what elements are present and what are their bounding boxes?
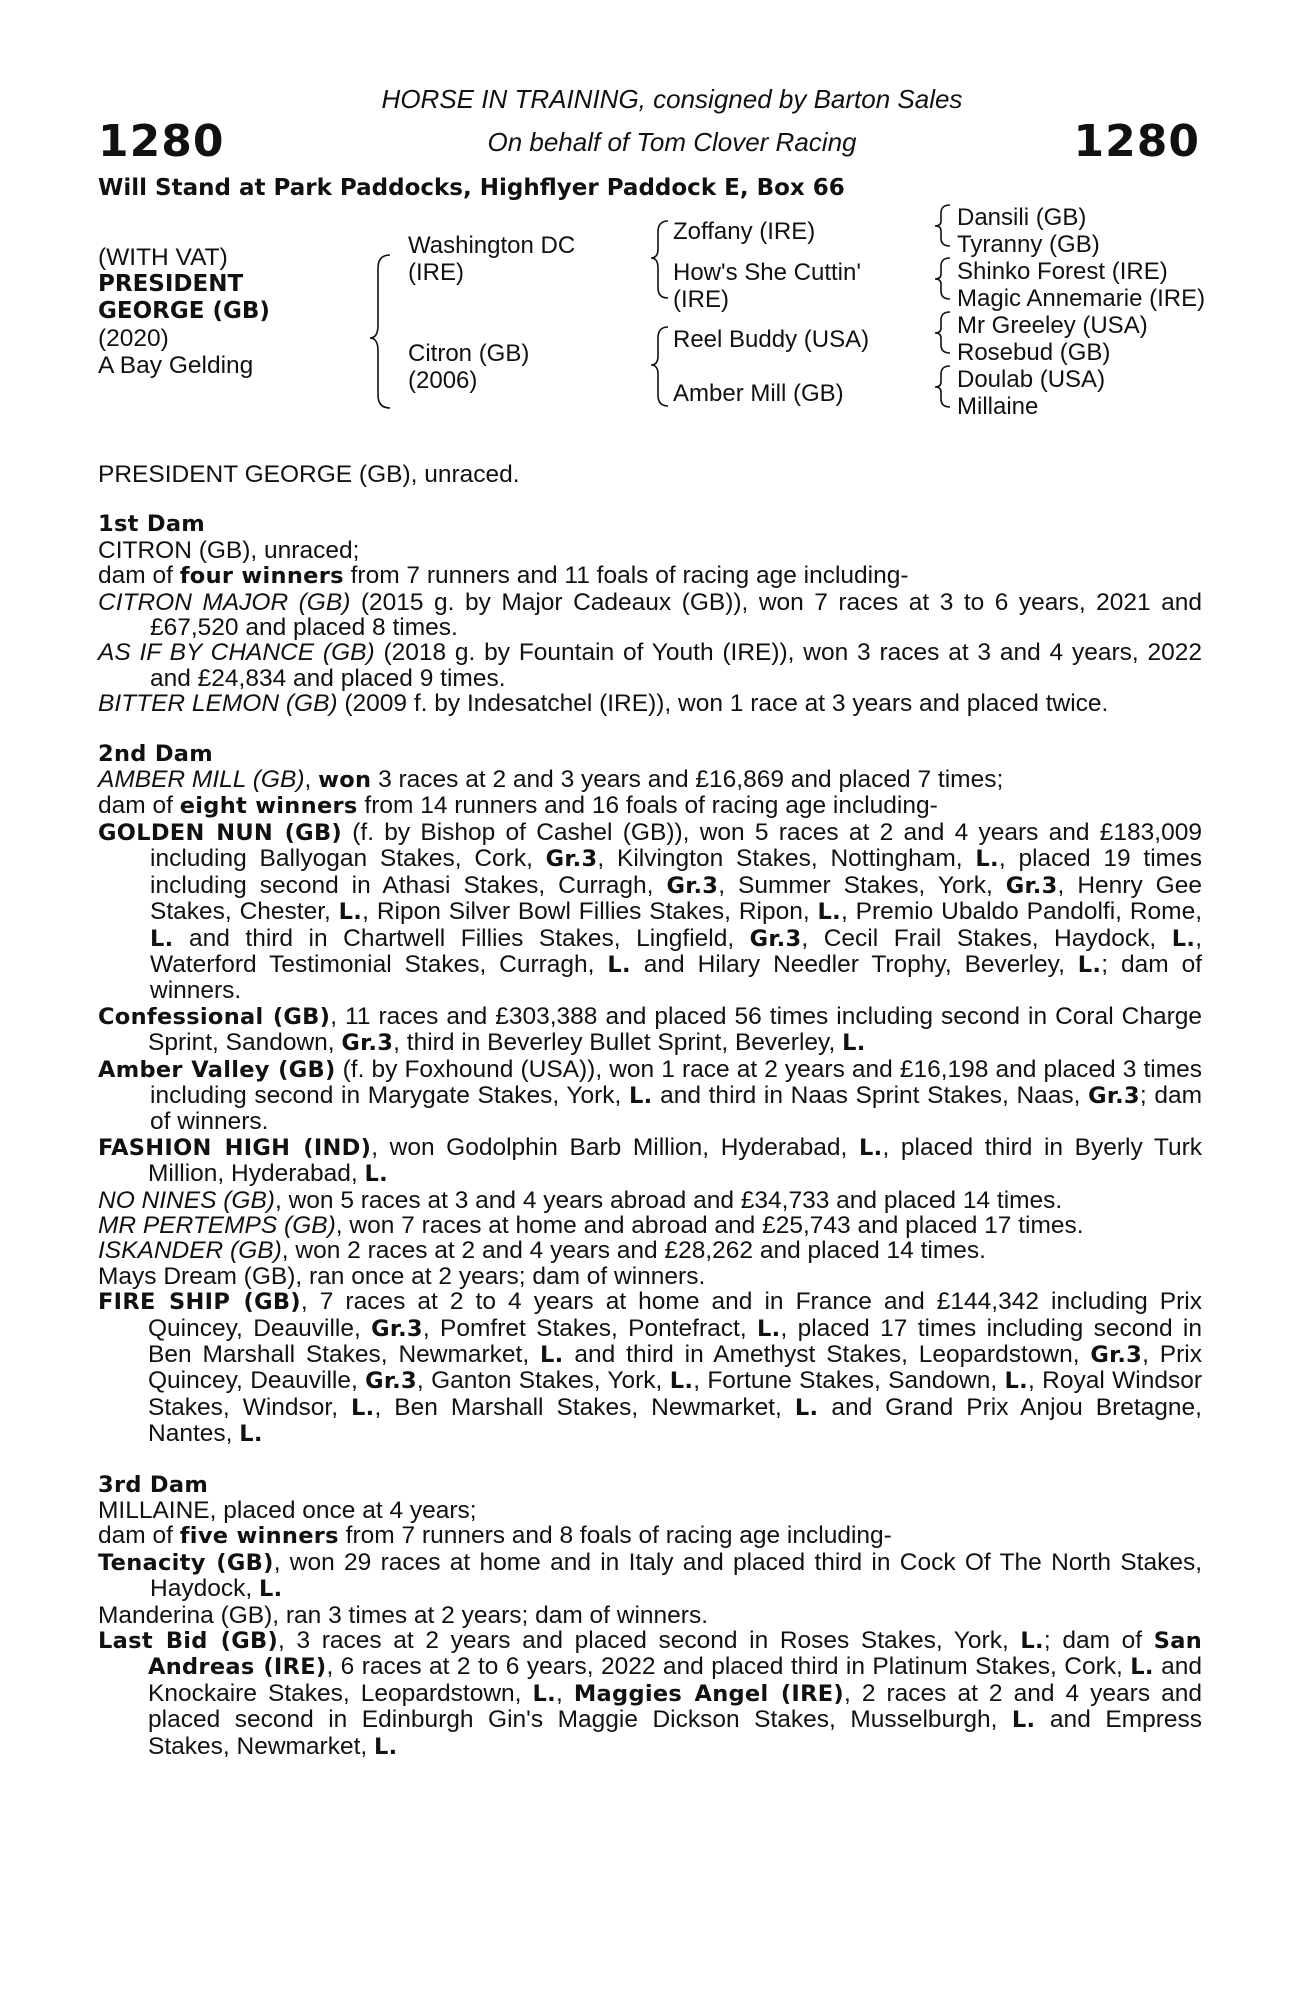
pedigree-braces [0,0,1314,430]
vat-note: (WITH VAT) [98,244,228,271]
produce-entry-golden-nun: GOLDEN NUN (GB) (f. by Bishop of Cashel (GB)), won 5 races at 2 and 4 years and £183,009 including Ballyogan Stakes, Cork, Gr.3, Kilvington Stakes, Nottingham, L., placed 19 times including second in Athasi Stakes, Curragh, Gr.3, Summer Stakes, York, Gr.3, Henry Gee Stakes, Chester, L., Ripon Silver Bowl Fillies Stakes, Ripon, L., Premio Ubaldo Pandolfi, Rome, L. and third in Chartwell Fillies Stakes, Lingfield, Gr.3, Cecil Frail Stakes, Haydock, L., Waterford Testimonial Stakes, Curragh, L. and Hilary Needler Trophy, Beverley, L.; dam of winners. [98,818,1203,1005]
produce-entry-tenacity: Tenacity (GB), won 29 races at home and in Italy and placed third in Cock Of The North Stakes, Haydock, L. [98,1548,1202,1603]
lot-number-left: 1280 [98,116,225,167]
first-dam-line: CITRON (GB), unraced; [98,536,360,564]
grand-ancestor-1: Dansili (GB) [957,204,1087,231]
first-dam-heading: 1st Dam [98,511,206,538]
third-dam-heading: 3rd Dam [98,1471,209,1498]
produce-entry-as-if-by-chance: AS IF BY CHANCE (GB) (2018 g. by Fountain of Youth (IRE)), won 3 races at 3 and 4 years, 2022 and £24,834 and placed 9 times. [98,639,1202,692]
produce-entry-fire-ship: FIRE SHIP (GB), 7 races at 2 to 4 years at home and in France and £144,342 including Prix Quincey, Deauville, Gr.3, Pomfret Stakes, Pontefract, L., placed 17 times including second in Ben Marshall Stakes, Newmarket, L. and third in Amethyst Stakes, Leopardstown, Gr.3, Prix Quincey, Deauville, Gr.3, Ganton Stakes, York, L., Fortune Stakes, Sandown, L., Royal Windsor Stakes, Windsor, L., Ben Marshall Stakes, Newmarket, L. and Grand Prix Anjou Bretagne, Nantes, L. [98,1288,1203,1448]
produce-entry-citron-major: CITRON MAJOR (GB) (2015 g. by Major Cadeaux (GB)), won 7 races at 3 to 6 years, 2021 and £67,520 and placed 8 times. [98,588,1202,642]
grand-ancestor-5: Mr Greeley (USA) [957,312,1148,339]
grand-ancestor-7: Doulab (USA) [957,366,1106,393]
grand-ancestor-4: Magic Annemarie (IRE) [957,285,1206,312]
sire-dam-name: How's She Cuttin' [673,259,861,286]
produce-entry-manderina: Manderina (GB), ran 3 times at 2 years; dam of winners. [98,1601,709,1629]
produce-entry-iskander: ISKANDER (GB), won 2 races at 2 and 4 years and £28,262 and placed 14 times. [98,1237,986,1265]
sire-sire: Zoffany (IRE) [673,218,816,245]
produce-entry-mr-pertemps: MR PERTEMPS (GB), won 7 races at home and abroad and £25,743 and placed 17 times. [98,1211,1084,1239]
second-dam-line: AMBER MILL (GB), won 3 races at 2 and 3 years and £16,869 and placed 7 times; [98,766,1004,794]
second-dam-produce-line: dam of eight winners from 14 runners and 16 foals of racing age including- [98,792,938,820]
stand-location: Will Stand at Park Paddocks, Highflyer Paddock E, Box 66 [98,175,845,201]
third-dam-line: MILLAINE, placed once at 4 years; [98,1497,477,1525]
grand-ancestor-3: Shinko Forest (IRE) [957,258,1168,285]
horse-year: (2020) [98,325,169,352]
third-dam-produce-line: dam of five winners from 7 runners and 8 foals of racing age including- [98,1522,892,1550]
first-dam-produce-line: dam of four winners from 7 runners and 11 foals of racing age including- [98,562,909,590]
dam-dam: Amber Mill (GB) [673,380,844,407]
sale-title: HORSE IN TRAINING, consigned by Barton Sales [381,84,963,114]
sire-name: Washington DC [408,232,576,259]
horse-name-line2: GEORGE (GB) [98,298,270,324]
grand-ancestor-2: Tyranny (GB) [957,231,1100,258]
produce-entry-mays-dream: Mays Dream (GB), ran once at 2 years; dam of winners. [98,1262,706,1290]
sire-dam-country: (IRE) [673,286,729,313]
produce-entry-last-bid: Last Bid (GB), 3 races at 2 years and placed second in Roses Stakes, York, L.; dam of San Andreas (IRE), 6 races at 2 to 6 years, 2022 and placed third in Platinum Stakes, Cork, L. and Knockaire Stakes, Leopardstown, L., Maggies Angel (IRE), 2 races at 2 and 4 years and placed second in Edinburgh Gin's Maggie Dickson Stakes, Musselburgh, L. and Empress Stakes, Newmarket, L. [98,1627,1203,1760]
grand-ancestor-6: Rosebud (GB) [957,339,1111,366]
dam-year: (2006) [408,367,478,394]
sire-country: (IRE) [408,259,464,286]
produce-entry-bitter-lemon: BITTER LEMON (GB) (2009 f. by Indesatchel (IRE)), won 1 race at 3 years and placed twice. [98,690,1109,718]
second-dam-heading: 2nd Dam [98,740,214,767]
produce-entry-no-nines: NO NINES (GB), won 5 races at 3 and 4 years abroad and £34,733 and placed 14 times. [98,1186,1063,1214]
produce-entry-fashion-high: FASHION HIGH (IND), won Godolphin Barb Million, Hyderabad, L., placed third in Byerly Turk Million, Hyderabad, L. [98,1133,1202,1188]
dam-name: Citron (GB) [408,340,530,367]
produce-entry-amber-valley: Amber Valley (GB) (f. by Foxhound (USA)), won 1 race at 2 years and £16,198 and placed 3 times including second in Marygate Stakes, York, L. and third in Naas Sprint Stakes, Naas, Gr.3; dam of winners. [98,1055,1203,1136]
vendor-line: On behalf of Tom Clover Racing [487,127,857,157]
horse-description: A Bay Gelding [98,352,254,379]
summary-line: PRESIDENT GEORGE (GB), unraced. [98,461,520,488]
grand-ancestor-8: Millaine [957,393,1039,420]
produce-entry-confessional: Confessional (GB), 11 races and £303,388 and placed 56 times including second in Coral Charge Sprint, Sandown, Gr.3, third in Beverley Bullet Sprint, Beverley, L. [98,1002,1202,1057]
dam-sire: Reel Buddy (USA) [673,326,870,353]
lot-number-right: 1280 [1073,116,1200,167]
catalogue-body [98,462,1202,1760]
horse-name-line1: PRESIDENT [98,271,244,297]
